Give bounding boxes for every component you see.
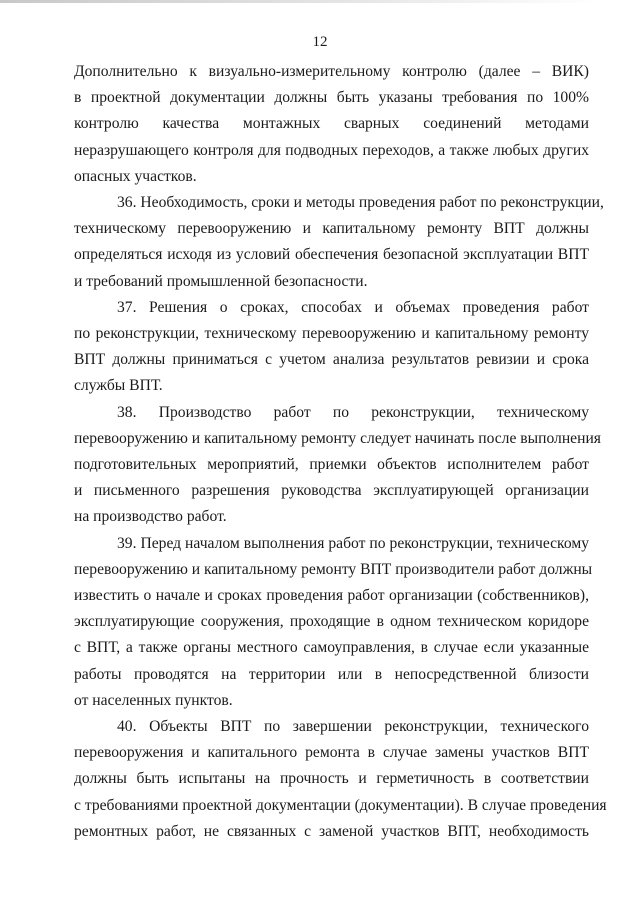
paragraph-37 bbox=[74, 295, 589, 400]
text-line: службы ВПТ. bbox=[74, 377, 163, 395]
text-line: с ВПТ, а также органы местного самоуправления, в случае если указанные bbox=[74, 639, 589, 657]
text-line: неразрушающего контроля для подводных переходов, а также любых других bbox=[74, 141, 589, 159]
body-text bbox=[74, 59, 607, 845]
text-line: контролю качества монтажных сварных соединений методами bbox=[74, 115, 589, 133]
text-line: перевооружения и капитального ремонта в случае замены участков ВПТ bbox=[74, 744, 589, 762]
text-line: 38. Производство работ по реконструкции, техническому bbox=[117, 403, 589, 421]
text-line: известить о начале и сроках проведения работ организации (собственников), bbox=[74, 587, 589, 605]
page-number: 12 bbox=[312, 34, 328, 50]
paragraph-40 bbox=[74, 714, 607, 845]
text-line: и требований промышленной безопасности. bbox=[74, 272, 368, 290]
scan-edge-shadow bbox=[0, 0, 600, 3]
text-line: 40. Объекты ВПТ по завершении реконструкции, технического bbox=[117, 718, 589, 736]
text-line: должны быть испытаны на прочность и герметичность в соответствии bbox=[74, 770, 589, 788]
text-line: работы проводятся на территории или в непосредственной близости bbox=[74, 665, 589, 683]
text-line: 39. Перед началом выполнения работ по реконструкции, техническому bbox=[117, 534, 589, 552]
paragraph-vik-intro bbox=[74, 59, 589, 190]
paragraph-39 bbox=[74, 531, 593, 714]
text-line: и письменного разрешения руководства эксплуатирующей организации bbox=[74, 482, 589, 500]
text-line: определяться исходя из условий обеспечения безопасной эксплуатации ВПТ bbox=[74, 246, 589, 264]
text-line: ремонтных работ, не связанных с заменой участков ВПТ, необходимость bbox=[74, 822, 589, 840]
text-line: с требованиями проектной документации (документации). В случае проведения bbox=[74, 796, 607, 814]
text-line: 36. Необходимость, сроки и методы проведения работ по реконструкции, bbox=[117, 194, 604, 212]
text-line: перевооружению и капитальному ремонту следует начинать после выполнения bbox=[74, 429, 601, 447]
text-line: подготовительных мероприятий, приемки объектов исполнителем работ bbox=[74, 456, 589, 474]
text-line: эксплуатирующие сооружения, проходящие в одном техническом коридоре bbox=[74, 613, 589, 631]
text-line: техническому перевооружению и капитальному ремонту ВПТ должны bbox=[74, 220, 589, 238]
text-line: по реконструкции, техническому перевооружению и капитальному ремонту bbox=[74, 325, 589, 343]
paragraph-36 bbox=[74, 190, 604, 295]
text-line: ВПТ должны приниматься с учетом анализа результатов ревизии и срока bbox=[74, 351, 589, 369]
text-line: Дополнительно к визуально-измерительному контролю (далее – ВИК) bbox=[74, 63, 589, 80]
text-line: на производство работ. bbox=[74, 508, 227, 526]
text-line: в проектной документации должны быть указаны требования по 100% bbox=[74, 89, 589, 107]
text-line: перевооружению и капитальному ремонту ВПТ производители работ должны bbox=[74, 560, 593, 578]
text-line: опасных участков. bbox=[74, 167, 197, 185]
text-line: 37. Решения о сроках, способах и объемах проведения работ bbox=[117, 298, 589, 316]
paragraph-38 bbox=[74, 400, 601, 531]
text-line: от населенных пунктов. bbox=[74, 691, 233, 709]
